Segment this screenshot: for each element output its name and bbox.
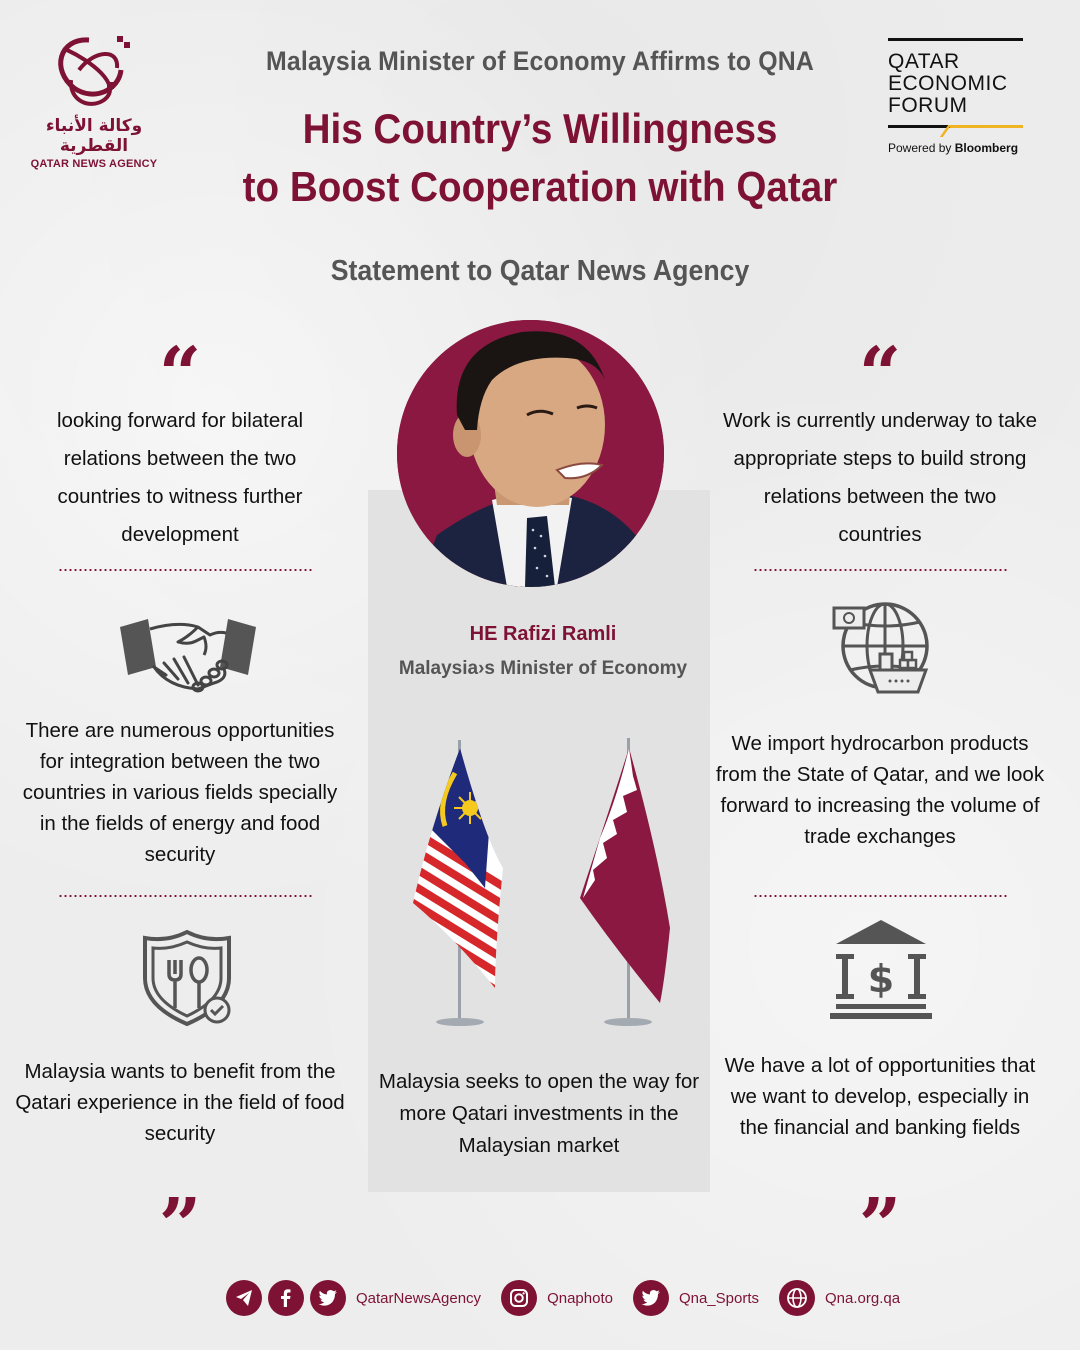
- twitter-icon[interactable]: [633, 1280, 669, 1316]
- divider-dots: [753, 569, 1008, 571]
- section-subtitle: Statement to Qatar News Agency: [330, 255, 750, 287]
- divider-dots: [58, 569, 313, 571]
- facebook-icon[interactable]: [268, 1280, 304, 1316]
- close-quote-mark-left: ”: [158, 1183, 202, 1269]
- qna-logo: [24, 30, 164, 170]
- globe-icon[interactable]: [779, 1280, 815, 1316]
- handshake-icon: [118, 607, 258, 701]
- footer-account-label[interactable]: Qna_Sports: [678, 1289, 759, 1307]
- telegram-icon[interactable]: [226, 1280, 262, 1316]
- twitter-icon[interactable]: [310, 1280, 346, 1316]
- food-security-shield-icon: [137, 928, 237, 1032]
- minister-name: HE Rafizi Ramli: [469, 623, 617, 645]
- minister-portrait: [397, 320, 664, 587]
- instagram-icon[interactable]: [501, 1280, 537, 1316]
- qef-powered-by: Powered by Bloomberg: [888, 141, 1019, 155]
- qef-logo: [888, 38, 1023, 155]
- global-trade-icon: [830, 598, 930, 702]
- qna-emblem-icon: [49, 30, 139, 112]
- left-quote-3: Malaysia wants to benefit from the Qatari experience in the field of food security: [15, 1060, 345, 1145]
- open-quote-mark-right: “: [858, 332, 902, 418]
- open-quote-mark-left: “: [158, 332, 202, 418]
- qef-wordmark: QATAR ECONOMIC FORUM: [888, 50, 1008, 117]
- left-quote-2: There are numerous opportunities for integration between the two countries in various fields specially in the fields of energy and food security: [22, 719, 338, 866]
- right-quote-1: Work is currently underway to take appropriate steps to build strong relations between the two countries: [722, 409, 1038, 546]
- footer-account-label[interactable]: QatarNewsAgency: [356, 1289, 482, 1307]
- center-quote-text: Malaysia seeks to open the way for more Qatari investments in the Malaysian market: [378, 1070, 700, 1157]
- svg-text:$: $: [867, 957, 895, 1001]
- minister-role: Malaysia›s Minister of Economy: [398, 658, 688, 679]
- right-quote-3: We have a lot of opportunities that we want to develop, especially in the financial and banking fields: [724, 1054, 1036, 1139]
- right-quote-2: We import hydrocarbon products from the State of Qatar, and we look forward to increasing the volume of trade exchanges: [715, 732, 1045, 848]
- divider-dots: [58, 895, 313, 897]
- left-quote-1: looking forward for bilateral relations between the two countries to witness further development: [56, 409, 304, 546]
- qna-arabic-name: وكالة الأنباء القطرية: [45, 116, 143, 156]
- flags-illustration: [395, 728, 675, 1028]
- qatar-flag-icon: [580, 748, 670, 1003]
- footer-account-label[interactable]: Qnaphoto: [547, 1289, 613, 1307]
- bank-icon: [828, 920, 934, 1024]
- qna-english-name: QATAR NEWS AGENCY: [30, 158, 158, 170]
- footer-account-label[interactable]: Qna.org.qa: [825, 1289, 901, 1307]
- qef-top-bar: [888, 38, 1023, 41]
- page-title: His Country’s Willingness to Boost Cooperation with Qatar: [242, 105, 838, 210]
- social-footer: [226, 1278, 914, 1318]
- divider-dots: [753, 895, 1008, 897]
- qef-underline: [888, 123, 1023, 135]
- supertitle: Malaysia Minister of Economy Affirms to QNA: [265, 46, 815, 76]
- close-quote-mark-right: ”: [858, 1183, 902, 1269]
